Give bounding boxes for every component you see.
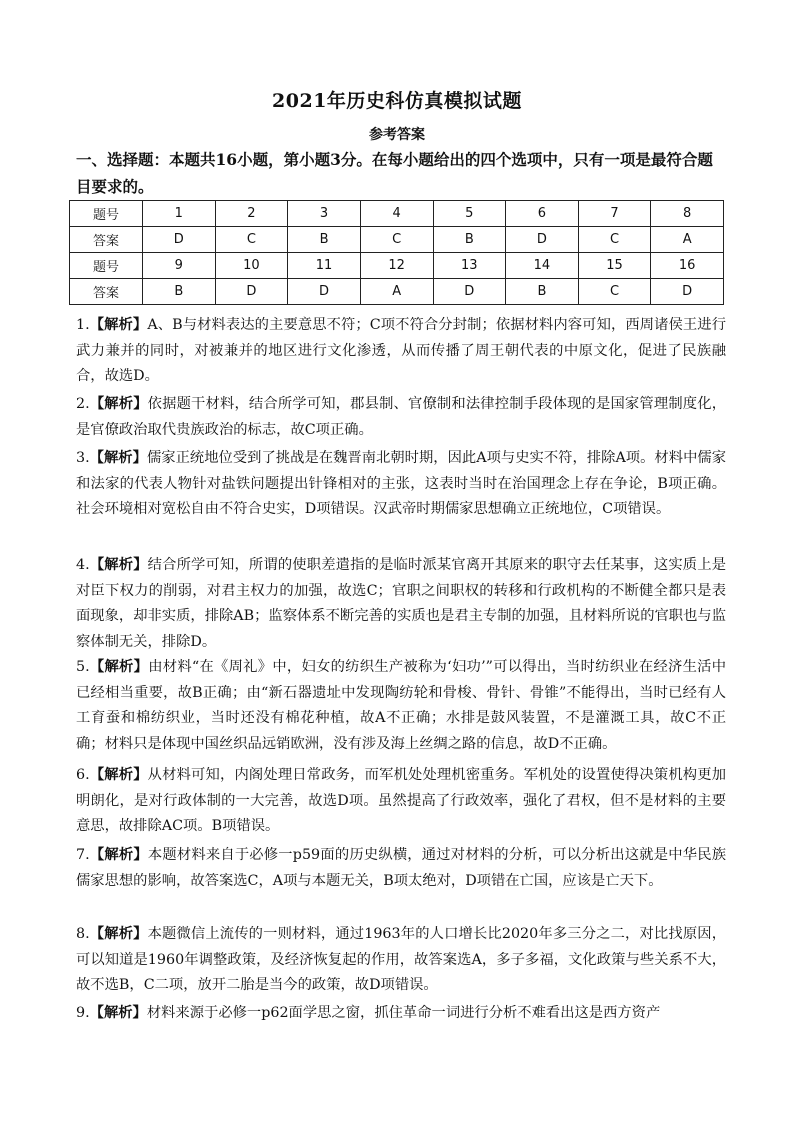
table-cell: B [288,227,361,253]
table-cell: 8 [651,201,724,227]
table-cell: C [215,227,288,253]
analysis-tag: 【解析】 [89,767,148,783]
table-cell: A [651,227,724,253]
table-cell: D [651,279,724,305]
table-cell: 1 [143,201,216,227]
analysis-text: 由材料“在《周礼》中，妇女的纺织生产被称为‘妇功’”可以得出，当时纺织业在经济生活中已经相当重要，故B正确；由“新石器遗址中发现陶纺轮和骨梭、骨针、骨锥”不能得出，当时已经有人工育蚕和棉纺织业，当时还没有棉花种植，故A不正确；水排是鼓风装置，不是灌溉工具，故C不正确；材料只是体现中国丝织品远销欧洲，没有涉及海上丝绸之路的信息，故D不正确。 [76,659,727,752]
analysis-item-6 [76,763,726,840]
analysis-tag: 【解析】 [89,1005,147,1021]
analysis-item-8 [76,922,726,999]
analysis-text: 本题材料来自于必修一p59面的历史纵横，通过对材料的分析，可以分析出这就是中华民族儒家思想的影响，故答案选C，A项与本题无关，B项太绝对，D项错在亡国，应该是亡天下。 [76,847,727,889]
analysis-tag: 【解析】 [89,396,148,412]
analysis-item-3 [76,446,726,523]
item-number: 6. [76,767,90,783]
analysis-tag: 【解析】 [89,317,148,333]
table-cell: B [433,227,506,253]
table-row [70,253,724,279]
analysis-item-4 [76,553,726,655]
item-number: 9. [76,1005,90,1021]
analysis-item-2 [76,392,726,443]
analysis-tag: 【解析】 [89,557,148,573]
analysis-item-7 [76,843,726,894]
row-label: 题号 [70,201,143,227]
table-cell: 4 [360,201,433,227]
table-cell: 13 [433,253,506,279]
table-cell: C [578,227,651,253]
table-row [70,227,724,253]
analysis-item-1 [76,313,726,390]
item-number: 4. [76,557,90,573]
item-number: 3. [76,450,90,466]
item-number: 8. [76,926,90,942]
analysis-tag: 【解析】 [89,659,149,675]
table-row [70,279,724,305]
analysis-text: A、B与材料表达的主要意思不符；C项不符合分封制；依据材料内容可知，西周诸侯王进行武力兼并的同时，对被兼并的地区进行文化渗透，从而传播了周王朝代表的中原文化，促进了民族融合，故选D。 [76,317,726,384]
answer-table [69,200,724,305]
analysis-tag: 【解析】 [89,450,147,466]
analysis-tag: 【解析】 [89,926,148,942]
table-row [70,201,724,227]
item-number: 2. [76,396,90,412]
table-cell: B [143,279,216,305]
table-cell: D [215,279,288,305]
analysis-text: 从材料可知，内阁处理日常政务，而军机处处理机密重务。军机处的设置使得决策机构更加明朗化，是对行政体制的一大完善，故选D项。虽然提高了行政效率，强化了君权，但不是材料的主要意思，故排除AC项。B项错误。 [76,767,726,834]
table-cell: D [506,227,579,253]
row-label: 题号 [70,253,143,279]
table-cell: B [506,279,579,305]
analysis-text: 结合所学可知，所谓的使职差遣指的是临时派某官离开其原来的职守去任某事，这实质上是对臣下权力的削弱，对君主权力的加强，故选C；官职之间职权的转移和行政机构的不断健全都只是表面现象，却非实质，排除AB；监察体系不断完善的实质也是君主专制的加强，且材料所说的官职也与监察体制无关，排除D。 [76,557,726,650]
table-cell: 3 [288,201,361,227]
table-cell: 5 [433,201,506,227]
analysis-text: 材料来源于必修一p62面学思之窗，抓住革命一词进行分析不难看出这是西方资产 [146,1005,661,1021]
table-cell: 12 [360,253,433,279]
row-label: 答案 [70,227,143,253]
analysis-item-9 [76,1001,726,1027]
table-cell: A [360,279,433,305]
table-cell: 2 [215,201,288,227]
table-cell: 10 [215,253,288,279]
page-title: 2021年历史科仿真模拟试题 [272,90,522,112]
table-cell: C [360,227,433,253]
table-cell: 9 [143,253,216,279]
page-subtitle: 参考答案 [369,127,425,143]
row-label: 答案 [70,279,143,305]
item-number: 5. [76,659,90,675]
table-cell: D [433,279,506,305]
item-number: 1. [76,317,90,333]
table-cell: 11 [288,253,361,279]
table-cell: D [143,227,216,253]
analysis-text: 儒家正统地位受到了挑战是在魏晋南北朝时期，因此A项与史实不符，排除A项。材料中儒家和法家的代表人物针对盐铁问题提出针锋相对的主张，这表时当时在治国理念上存在争论，B项正确。社会环境相对宽松自由不符合史实，D项错误。汉武帝时期儒家思想确立正统地位，C项错误。 [76,450,726,517]
table-cell: 15 [578,253,651,279]
analysis-tag: 【解析】 [89,847,148,863]
analysis-text: 依据题干材料，结合所学可知，郡县制、官僚制和法律控制手段体现的是国家管理制度化，是官僚政治取代贵族政治的标志，故C项正确。 [76,396,726,438]
table-cell: C [578,279,651,305]
table-cell: D [288,279,361,305]
section-heading: 一、选择题：本题共16小题，第小题3分。在每小题给出的四个选项中，只有一项是最符合题目要求的。 [76,150,713,196]
table-cell: 14 [506,253,579,279]
table-cell: 16 [651,253,724,279]
table-cell: 7 [578,201,651,227]
item-number: 7. [76,847,90,863]
table-cell: 6 [506,201,579,227]
analysis-item-5 [76,655,726,757]
analysis-text: 本题微信上流传的一则材料，通过1963年的人口增长比2020年多三分之二，对比找原因，可以知道是1960年调整政策，及经济恢复起的作用，故答案选A，多子多福，文化政策与些关系不大，故不选B，C二项，放开二胎是当今的政策，故D项错误。 [76,926,727,993]
